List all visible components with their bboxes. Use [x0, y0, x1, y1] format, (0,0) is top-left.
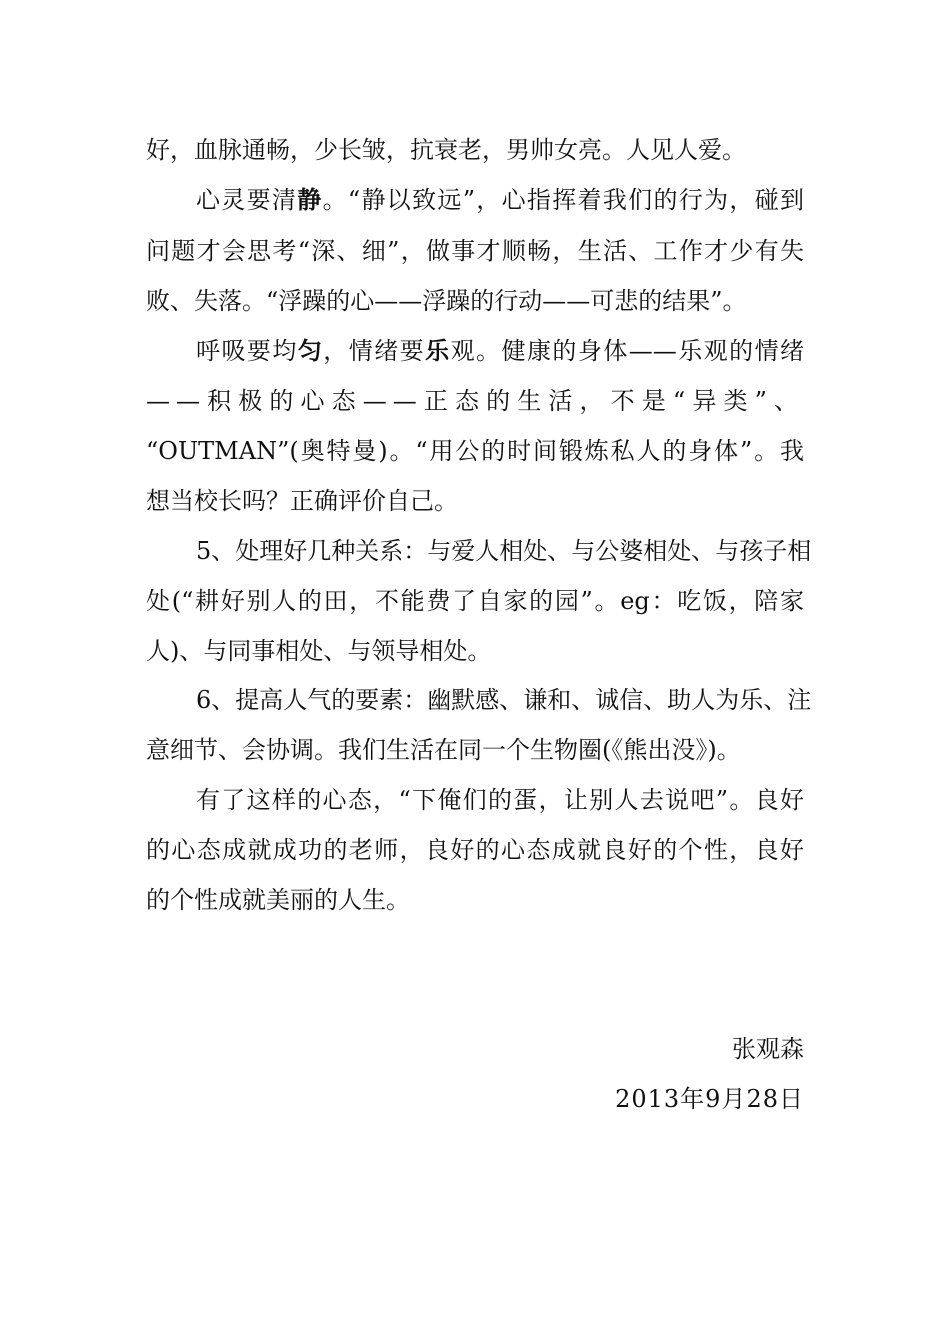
text-line: “OUTMAN”(奥特曼)。“用公的时间锻炼私人的身体”。我 — [146, 437, 804, 465]
text-line: 问题才会思考“深、细”，做事才顺畅，生活、工作才少有失 — [146, 237, 804, 265]
emphasis-char: 匀 — [297, 336, 324, 365]
text-line: 想当校长吗？正确评价自己。 — [146, 487, 458, 515]
text-line: 人)、与同事相处、与领导相处。 — [146, 637, 492, 665]
text-run: 观。健康的身体——乐观的情绪 — [450, 337, 805, 365]
signature-date: 2013年9月28日 — [615, 1085, 804, 1113]
text-line: 败、失落。“浮躁的心——浮躁的行动——可悲的结果”。 — [146, 287, 747, 315]
text-line: 5、处理好几种关系：与爱人相处、与公婆相处、与孩子相 — [196, 537, 812, 565]
text-run: 。“静以致远”，心指挥着我们的行为，碰到 — [322, 186, 805, 214]
text-line: 的个性成就美丽的人生。 — [146, 886, 410, 914]
text-line: 6、提高人气的要素：幽默感、谦和、诚信、助人为乐、注 — [196, 686, 812, 714]
text-run: 心灵要清 — [196, 186, 298, 214]
text-run: ，情绪要 — [323, 337, 426, 365]
emphasis-char: 乐 — [425, 336, 451, 365]
text-line: 好，血脉通畅，少长皱，抗衰老，男帅女亮。人见人爱。 — [146, 136, 746, 164]
text-run: 呼吸要均 — [196, 337, 298, 365]
text-line: 处(“耕好别人的田，不能费了自家的园”。eg：吃饭，陪家 — [146, 587, 804, 615]
text-line: ——积极的心态——正态的生活，不是“异类”、 — [146, 387, 804, 415]
text-line — [196, 337, 804, 365]
text-line: 意细节、会协调。我们生活在同一个生物圈(《熊出没》)。 — [146, 736, 741, 764]
author-name: 张观森 — [732, 1035, 804, 1063]
text-line: 的心态成就成功的老师，良好的心态成就良好的个性，良好 — [146, 836, 804, 864]
text-line: 有了这样的心态，“下俺们的蛋，让别人去说吧”。良好 — [196, 786, 804, 814]
text-line — [196, 186, 804, 214]
emphasis-char: 静 — [297, 185, 323, 214]
